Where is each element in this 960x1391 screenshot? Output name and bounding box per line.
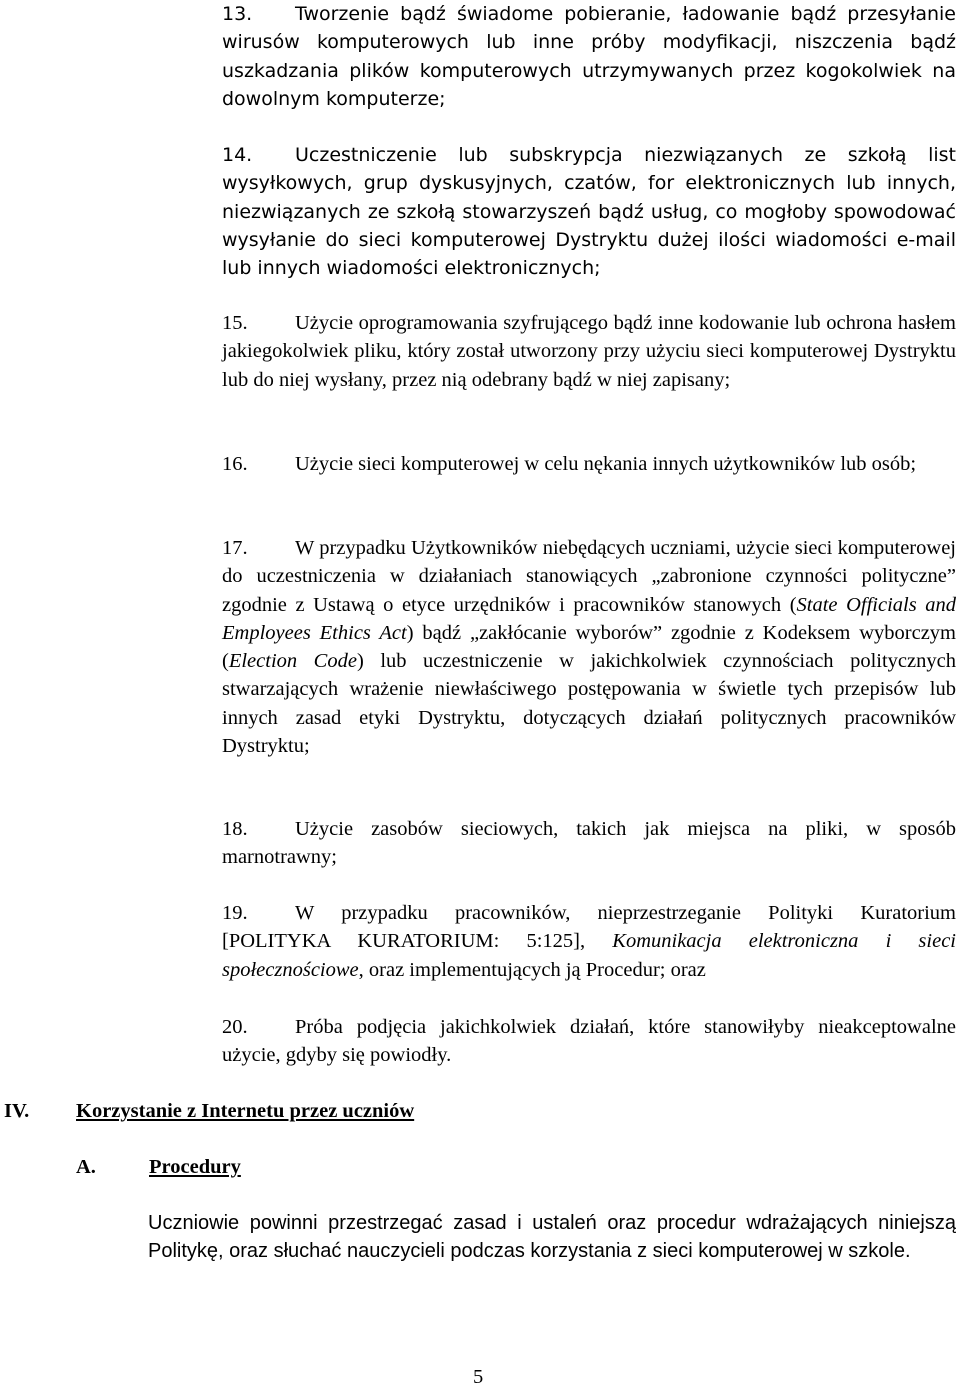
subsection-number: A. xyxy=(76,1156,96,1178)
list-item-16 xyxy=(222,450,956,478)
item-text-italic: Election Code xyxy=(228,650,357,673)
item-text: Użycie sieci komputerowej w celu nękania innych użytkowników lub osób; xyxy=(295,453,917,475)
page-number: 5 xyxy=(473,1366,484,1388)
item-number: 16. xyxy=(222,453,248,475)
list-item-15 xyxy=(222,309,956,394)
list-item-19 xyxy=(222,899,956,984)
list-item-13 xyxy=(222,0,956,113)
item-number: 14. xyxy=(222,144,253,166)
item-text: W przypadku pracowników, nieprzestrzeganie Polityki Kuratorium [POLITYKA KURATORIUM: 5:125], xyxy=(222,902,956,953)
list-item-14 xyxy=(222,141,956,282)
list-item-17 xyxy=(222,534,956,760)
item-text: ) lub uczestniczenie w jakichkolwiek czynnościach politycznych stwarzających wrażenie niewłaściwego postępowania w świetle tych przepisów lub innych zasad etyki Dystryktu, dotyczących działań politycznych pracowników Dystryktu; xyxy=(222,650,956,758)
section-title: Korzystanie z Internetu przez uczniów xyxy=(76,1100,415,1122)
item-number: 18. xyxy=(222,818,248,840)
item-text-italic: State Officials and Employees Ethics Act xyxy=(222,593,956,644)
item-number: 20. xyxy=(222,1016,248,1038)
item-text: Użycie oprogramowania szyfrującego bądź inne kodowanie lub ochrona hasłem jakiegokolwiek pliku, który został utworzony przy użyciu sieci komputerowej Dystryktu lub do niej wysłany, przez nią odebrany bądź w niej zapisany; xyxy=(222,312,956,391)
item-text: Użycie zasobów sieciowych, takich jak miejsca na pliki, w sposób marnotrawny; xyxy=(222,818,956,869)
item-text: Tworzenie bądź świadome pobieranie, ładowanie bądź przesyłanie wirusów komputerowych lub inne próby modyfikacji, niszczenia bądź uszkadzania plików komputerowych utrzymywanych przez kogokolwiek na dowolnym komputerze; xyxy=(222,3,956,110)
list-item-20 xyxy=(222,1013,956,1070)
item-text: W przypadku Użytkowników niebędących uczniami, użycie sieci komputerowej do uczestniczenia w działaniach stanowiących „zabronione czynności polityczne” zgodnie z Ustawą o etyce urzędników i pracowników stanowych ( xyxy=(222,537,956,616)
item-text-italic: Komunikacja elektroniczna i sieci społecznościowe xyxy=(222,930,956,981)
item-number: 15. xyxy=(222,312,248,334)
section-number: IV. xyxy=(4,1100,30,1122)
item-number: 17. xyxy=(222,537,248,559)
item-text: ) bądź „zakłócanie wyborów” zgodnie z Kodeksem wyborczym ( xyxy=(222,621,956,673)
item-number: 13. xyxy=(222,3,253,25)
procedures-paragraph: Uczniowie powinni przestrzegać zasad i ustaleń oraz procedur wdrażających niniejszą Politykę, oraz słuchać nauczycieli podczas korzystania z sieci komputerowej w szkole. xyxy=(148,1212,956,1263)
item-number: 19. xyxy=(222,902,248,924)
subsection-title: Procedury xyxy=(149,1156,241,1178)
item-text: Uczestniczenie lub subskrypcja niezwiązanych ze szkołą list wysyłkowych, grup dyskusyjnych, czatów, for elektronicznych lub innych, niezwiązanych ze szkołą stowarzyszeń bądź usług, co mogłoby spowodować wysyłanie do sieci komputerowej Dystryktu dużej ilości wiadomości e-mail lub innych wiadomości elektronicznych; xyxy=(222,144,956,280)
item-text: , oraz implementujących ją Procedur; oraz xyxy=(358,958,706,981)
item-text: Próba podjęcia jakichkolwiek działań, które stanowiłyby nieakceptowalne użycie, gdyby się powiodły. xyxy=(222,1016,956,1067)
list-item-18 xyxy=(222,815,956,872)
